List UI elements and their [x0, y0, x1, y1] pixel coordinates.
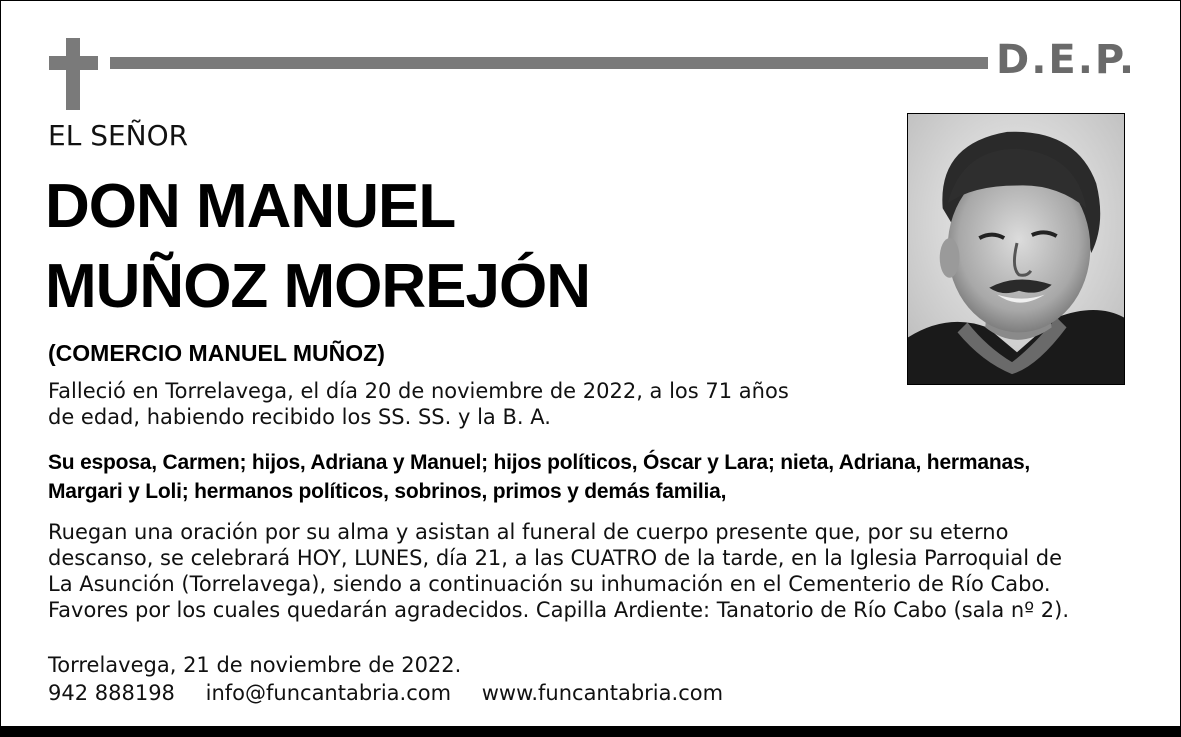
portrait-image [908, 114, 1124, 384]
death-line-2: de edad, habiendo recibido los SS. SS. y la B. A. [48, 405, 551, 429]
cross-icon [66, 38, 80, 110]
honorific: EL SEÑOR [48, 119, 189, 152]
business-name: (COMERCIO MANUEL MUÑOZ) [48, 340, 385, 366]
family-line-2: Margari y Loli; hermanos políticos, sobrinos, primos y demás familia, [48, 480, 727, 503]
name-line-1: DON MANUEL [45, 172, 456, 241]
funeral-line-2: descanso, se celebrará HOY, LUNES, día 21, a las CUATRO de la tarde, en la Iglesia Parroquial de [48, 546, 1063, 570]
funeral-line-4: Favores por los cuales quedarán agradecidos. Capilla Ardiente: Tanatorio de Río Cabo (sala nº 2). [48, 598, 1069, 622]
family-paragraph [48, 448, 1138, 506]
funeral-line-3: La Asunción (Torrelavega), siendo a continuación su inhumación en el Cementerio de Río Cabo. [48, 572, 1051, 596]
email-address[interactable]: info@funcantabria.com [205, 681, 452, 705]
funeral-paragraph [48, 519, 1138, 623]
bottom-border [1, 726, 1180, 736]
death-paragraph [48, 378, 848, 430]
header-rule [110, 57, 988, 69]
website-link[interactable]: www.funcantabria.com [481, 681, 724, 705]
portrait-photo [907, 113, 1125, 385]
death-line-1: Falleció en Torrelavega, el día 20 de noviembre de 2022, a los 71 años [48, 379, 789, 403]
place-date: Torrelavega, 21 de noviembre de 2022. [48, 653, 462, 677]
funeral-line-1: Ruegan una oración por su alma y asistan al funeral de cuerpo presente que, por su eterno [48, 520, 1009, 544]
dep-label: D.E.P. [996, 37, 1137, 83]
family-line-1: Su esposa, Carmen; hijos, Adriana y Manuel; hijos políticos, Óscar y Lara; nieta, Adriana, hermanas, [48, 451, 1031, 474]
contact-line [48, 679, 747, 707]
phone-number: 942 888198 [48, 681, 175, 705]
name-line-2: MUÑOZ MOREJÓN [45, 252, 590, 321]
cross-icon-bar [49, 56, 98, 70]
deceased-name [45, 167, 590, 327]
